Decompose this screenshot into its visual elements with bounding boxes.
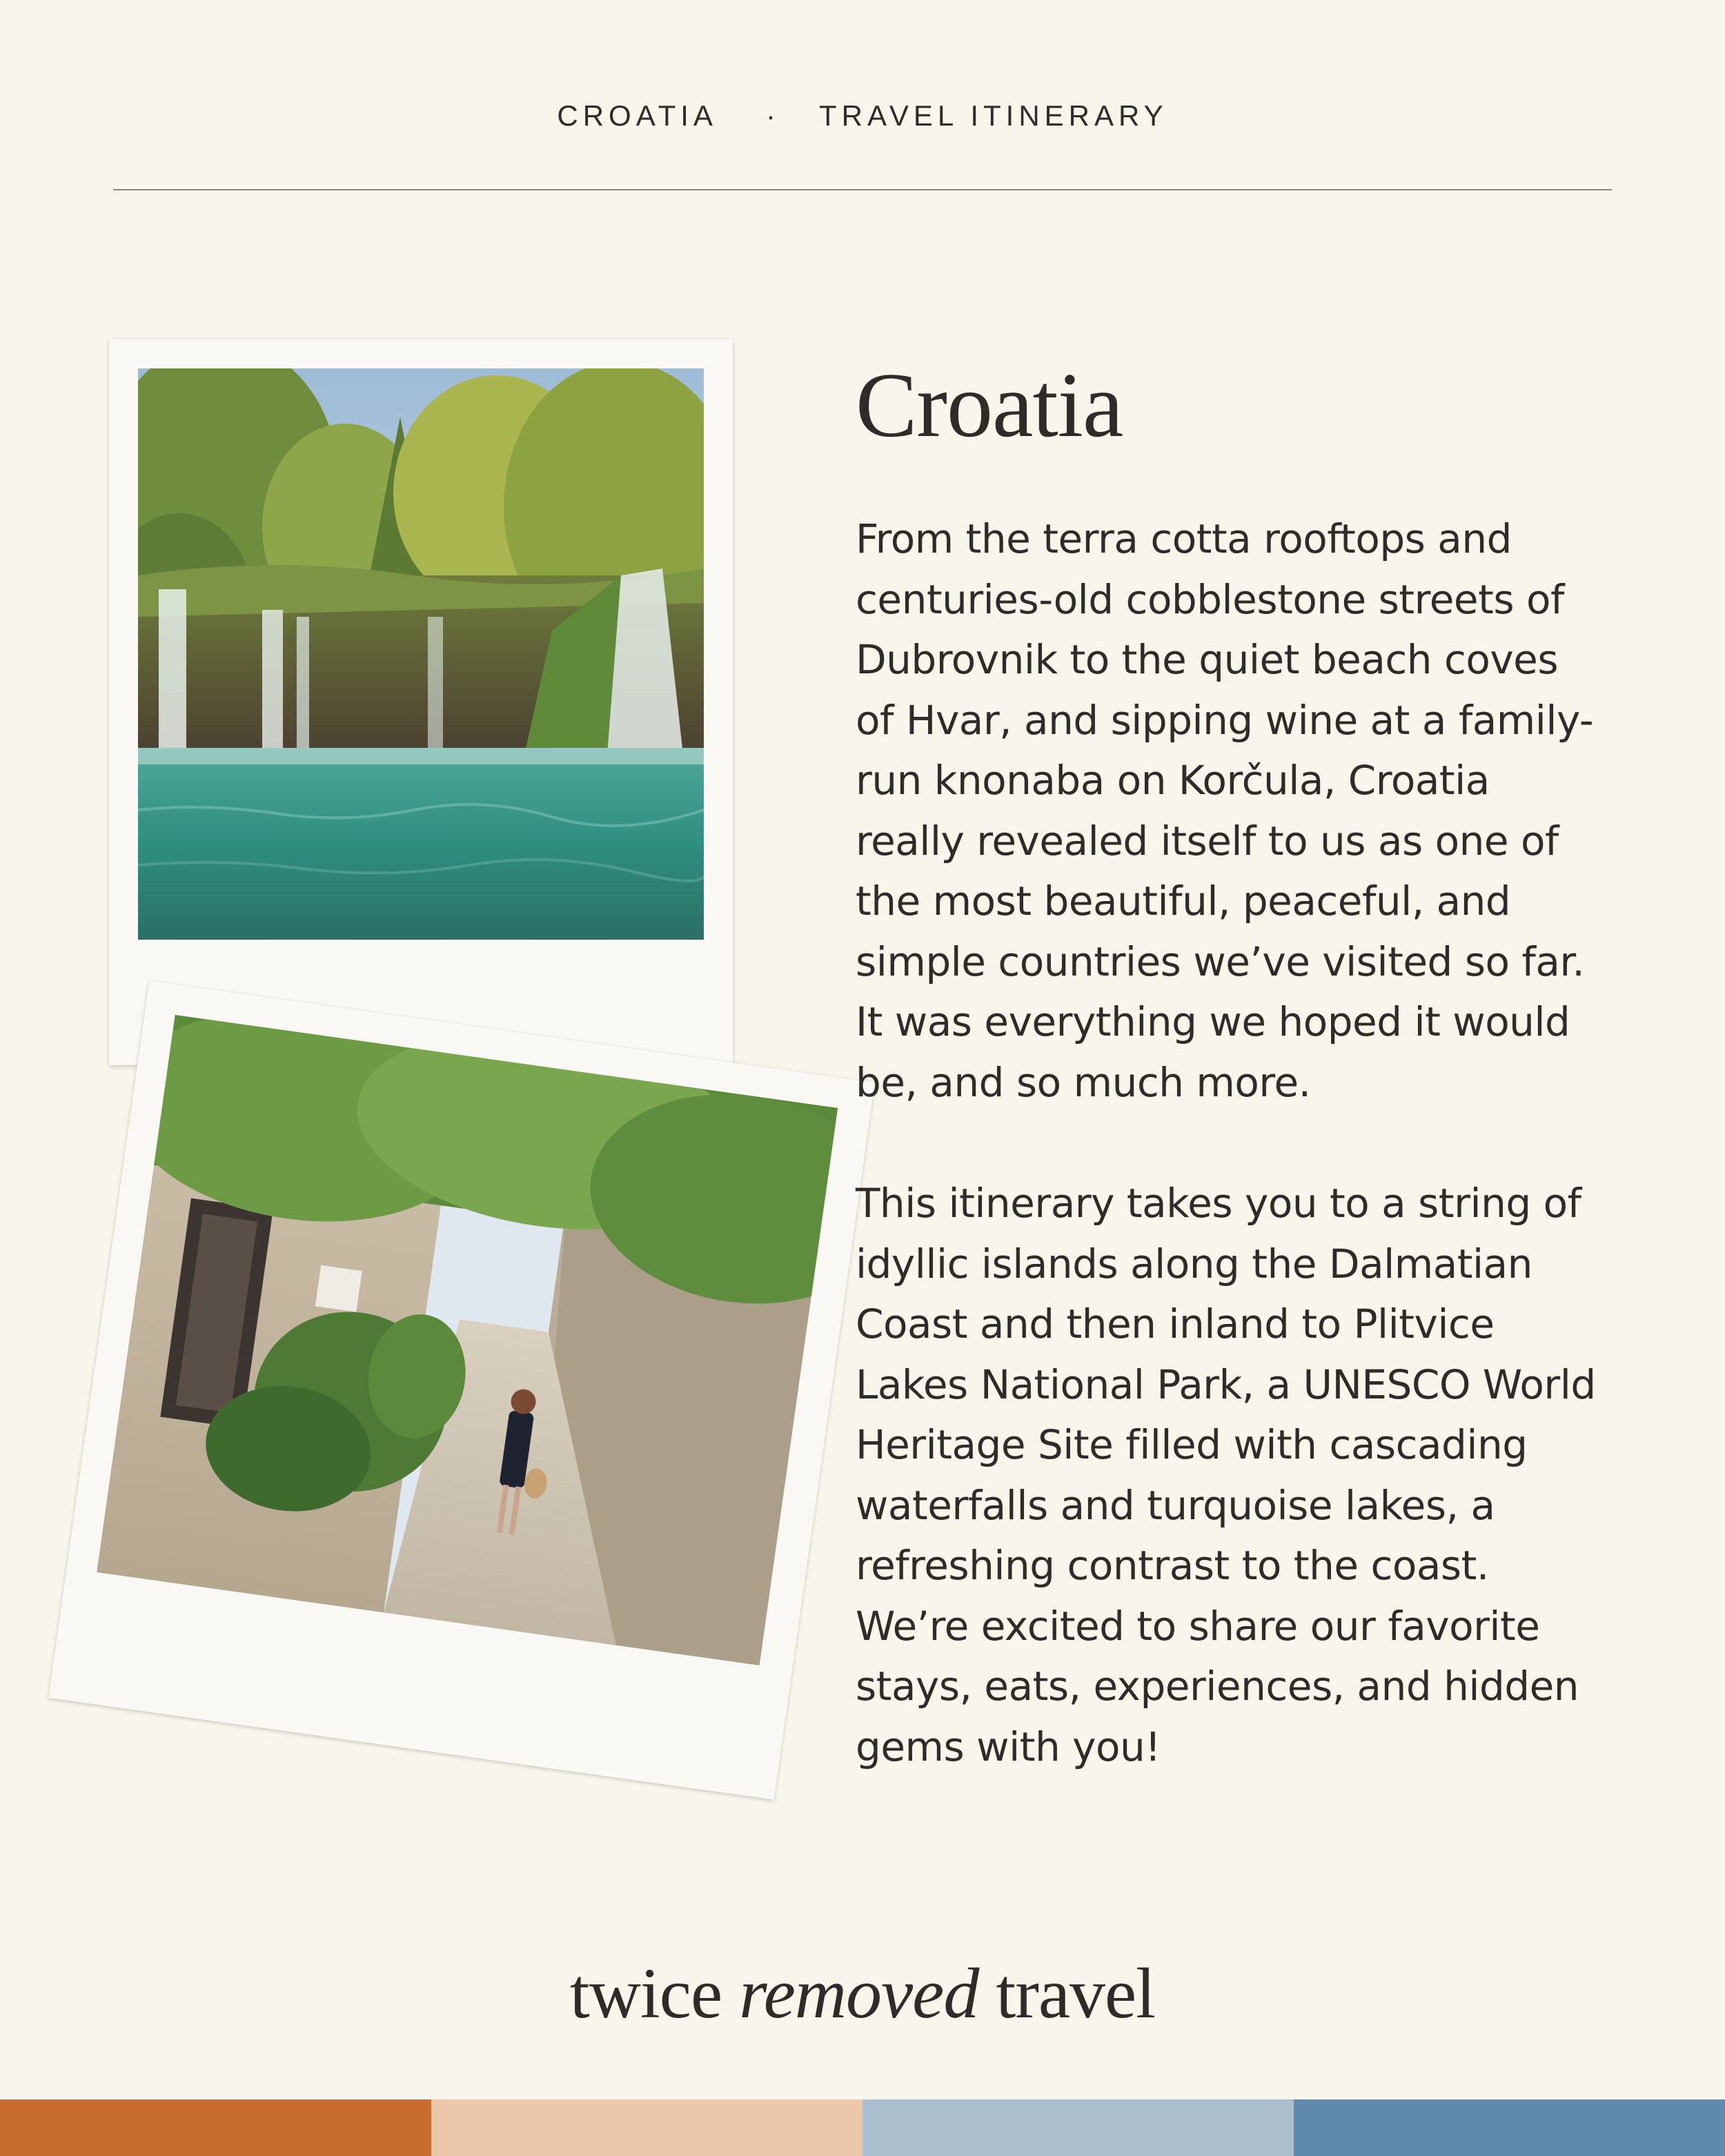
page-header	[0, 95, 1725, 137]
stripe-1	[0, 2099, 431, 2156]
header-separator: ·	[765, 99, 780, 132]
stripe-3	[862, 2099, 1294, 2156]
intro-paragraph-1: From the terra cotta rooftops and centuries-old cobblestone streets of Dubrovnik to the quiet beach coves of Hvar, and sipping wine at a family-run knonaba on Korčula, Croatia really revealed itself to us as one of the most beautiful, peaceful, and simple countries we’ve visited so far. It was everything we hoped it would be, and so much more.	[856, 515, 1594, 1106]
intro-text	[856, 509, 1601, 1777]
header-divider	[113, 189, 1612, 190]
waterfall-photo	[138, 368, 704, 940]
header-subtitle: TRAVEL ITINERARY	[818, 99, 1168, 132]
brand-word-3: travel	[978, 1954, 1156, 2033]
polaroid-alley	[48, 980, 875, 1800]
color-stripes	[0, 2099, 1725, 2156]
stripe-2	[431, 2099, 862, 2156]
alley-photo	[97, 1015, 838, 1665]
brand-logo	[0, 1952, 1725, 2035]
brand-word-1: twice	[569, 1954, 740, 2033]
intro-paragraph-2: This itinerary takes you to a string of idyllic islands along the Dalmatian Coast and then inland to Plitvice Lakes National Park, a UNESCO World Heritage Site filled with cascading waterfalls and turquoise lakes, a refreshing contrast to the coast. We’re excited to share our favorite stays, eats, experiences, and hidden gems with you!	[856, 1180, 1596, 1770]
polaroid-waterfall	[109, 339, 733, 1065]
page-title: Croatia	[856, 354, 1123, 456]
header-country: CROATIA	[557, 99, 718, 132]
stripe-4	[1294, 2099, 1725, 2156]
brand-word-2: removed	[739, 1954, 979, 2033]
